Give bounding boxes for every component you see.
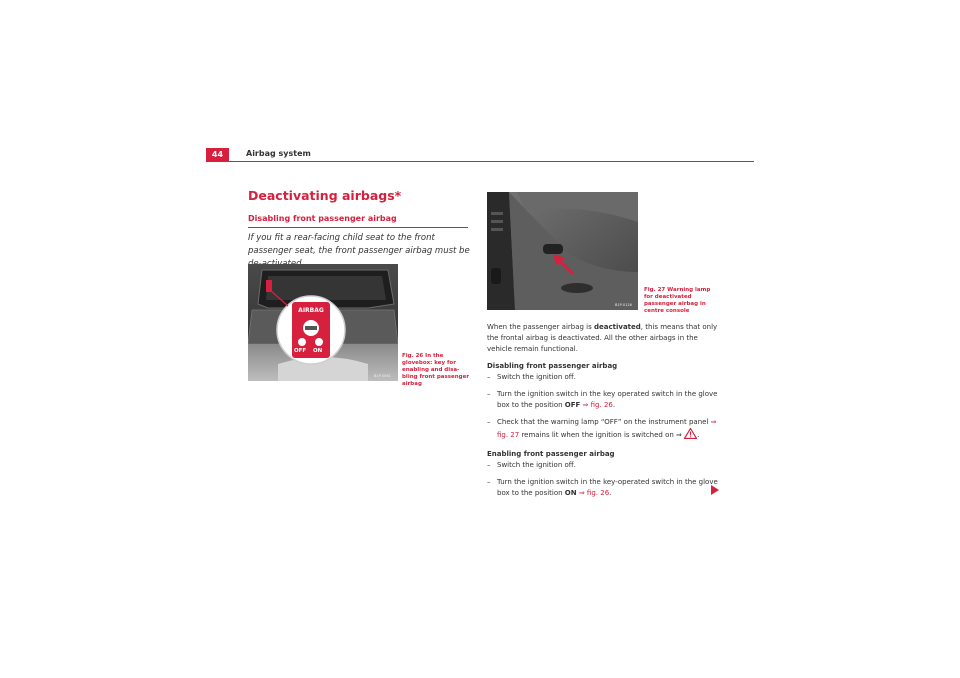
heading-disable: Disabling front passenger airbag	[487, 362, 618, 370]
header-title: Airbag system	[246, 149, 311, 158]
fig27-code: B1P-0126	[615, 303, 632, 307]
e2-end: .	[609, 489, 612, 497]
dash: –	[487, 390, 491, 398]
list-item	[487, 372, 719, 383]
dash: –	[487, 478, 491, 486]
paragraph-deactivated	[487, 322, 719, 355]
d3-end: .	[697, 431, 700, 439]
intro-text: If you fit a rear-facing child seat to the front passenger seat, the front passenger airbag must be	[248, 233, 470, 256]
fig26-label-off: OFF	[294, 348, 307, 354]
fig26-code: B1P-0061	[374, 374, 391, 378]
fig27-image	[487, 192, 638, 310]
list-item	[487, 477, 719, 499]
body-text	[487, 322, 719, 499]
d2-before: Turn the ignition switch in the key operated switch in the glove box to the position	[497, 390, 718, 409]
fig26-image	[248, 264, 398, 381]
warning-triangle-icon[interactable]	[684, 428, 700, 443]
dash: –	[487, 418, 491, 426]
fig26-caption: Fig. 26 In the glovebox: key for enabling and disa-bling front passenger airbag	[402, 353, 470, 387]
d2-bold: OFF	[564, 401, 581, 409]
d3-mid: remains lit when the ignition is switched on ⇒	[519, 431, 682, 439]
e2-fig-ref[interactable]: ⇒ fig. 26	[578, 489, 610, 497]
subheading-rule	[248, 227, 468, 228]
fig26-label-airbag: AIRBAG	[298, 307, 324, 314]
d3-fig-ref[interactable]: ⇒ fig. 27	[497, 418, 717, 439]
e1-text: Switch the ignition off.	[497, 461, 576, 469]
console-illustration	[487, 192, 638, 310]
e2-before: Turn the ignition switch in the key-operated switch in the glove box to the position	[497, 478, 718, 497]
p1-bold: deactivated	[594, 323, 641, 331]
p1-before: When the passenger airbag is	[487, 323, 594, 331]
header-rule	[206, 161, 754, 162]
e2-bold: ON	[564, 489, 577, 497]
heading-enable: Enabling front passenger airbag	[487, 450, 615, 458]
d2-end: .	[612, 401, 616, 409]
dash: –	[487, 461, 491, 469]
dash: –	[487, 373, 491, 381]
list-item	[487, 460, 719, 471]
glovebox-illustration	[248, 264, 398, 381]
d2-fig-ref[interactable]: ⇒ fig. 26	[582, 401, 613, 409]
fig27-caption: Fig. 27 Warning lamp for deactivated passenger airbag in centre console	[644, 287, 711, 314]
fig26-label-on: ON	[313, 348, 323, 354]
d1-text: Switch the ignition off.	[497, 373, 576, 381]
subheading: Disabling front passenger airbag	[248, 214, 397, 223]
list-item	[487, 389, 719, 411]
list-item	[487, 417, 719, 443]
section-title: Deactivating airbags*	[248, 188, 402, 203]
continue-arrow-icon[interactable]	[711, 480, 719, 499]
p1-after: , this means that only the frontal airbag is deactivated. All the other airbags in the vehicle remain functional.	[487, 323, 718, 353]
page-number: 44	[206, 148, 229, 161]
d3-before: Check that the warning lamp “OFF” on the instrument panel	[497, 418, 711, 426]
